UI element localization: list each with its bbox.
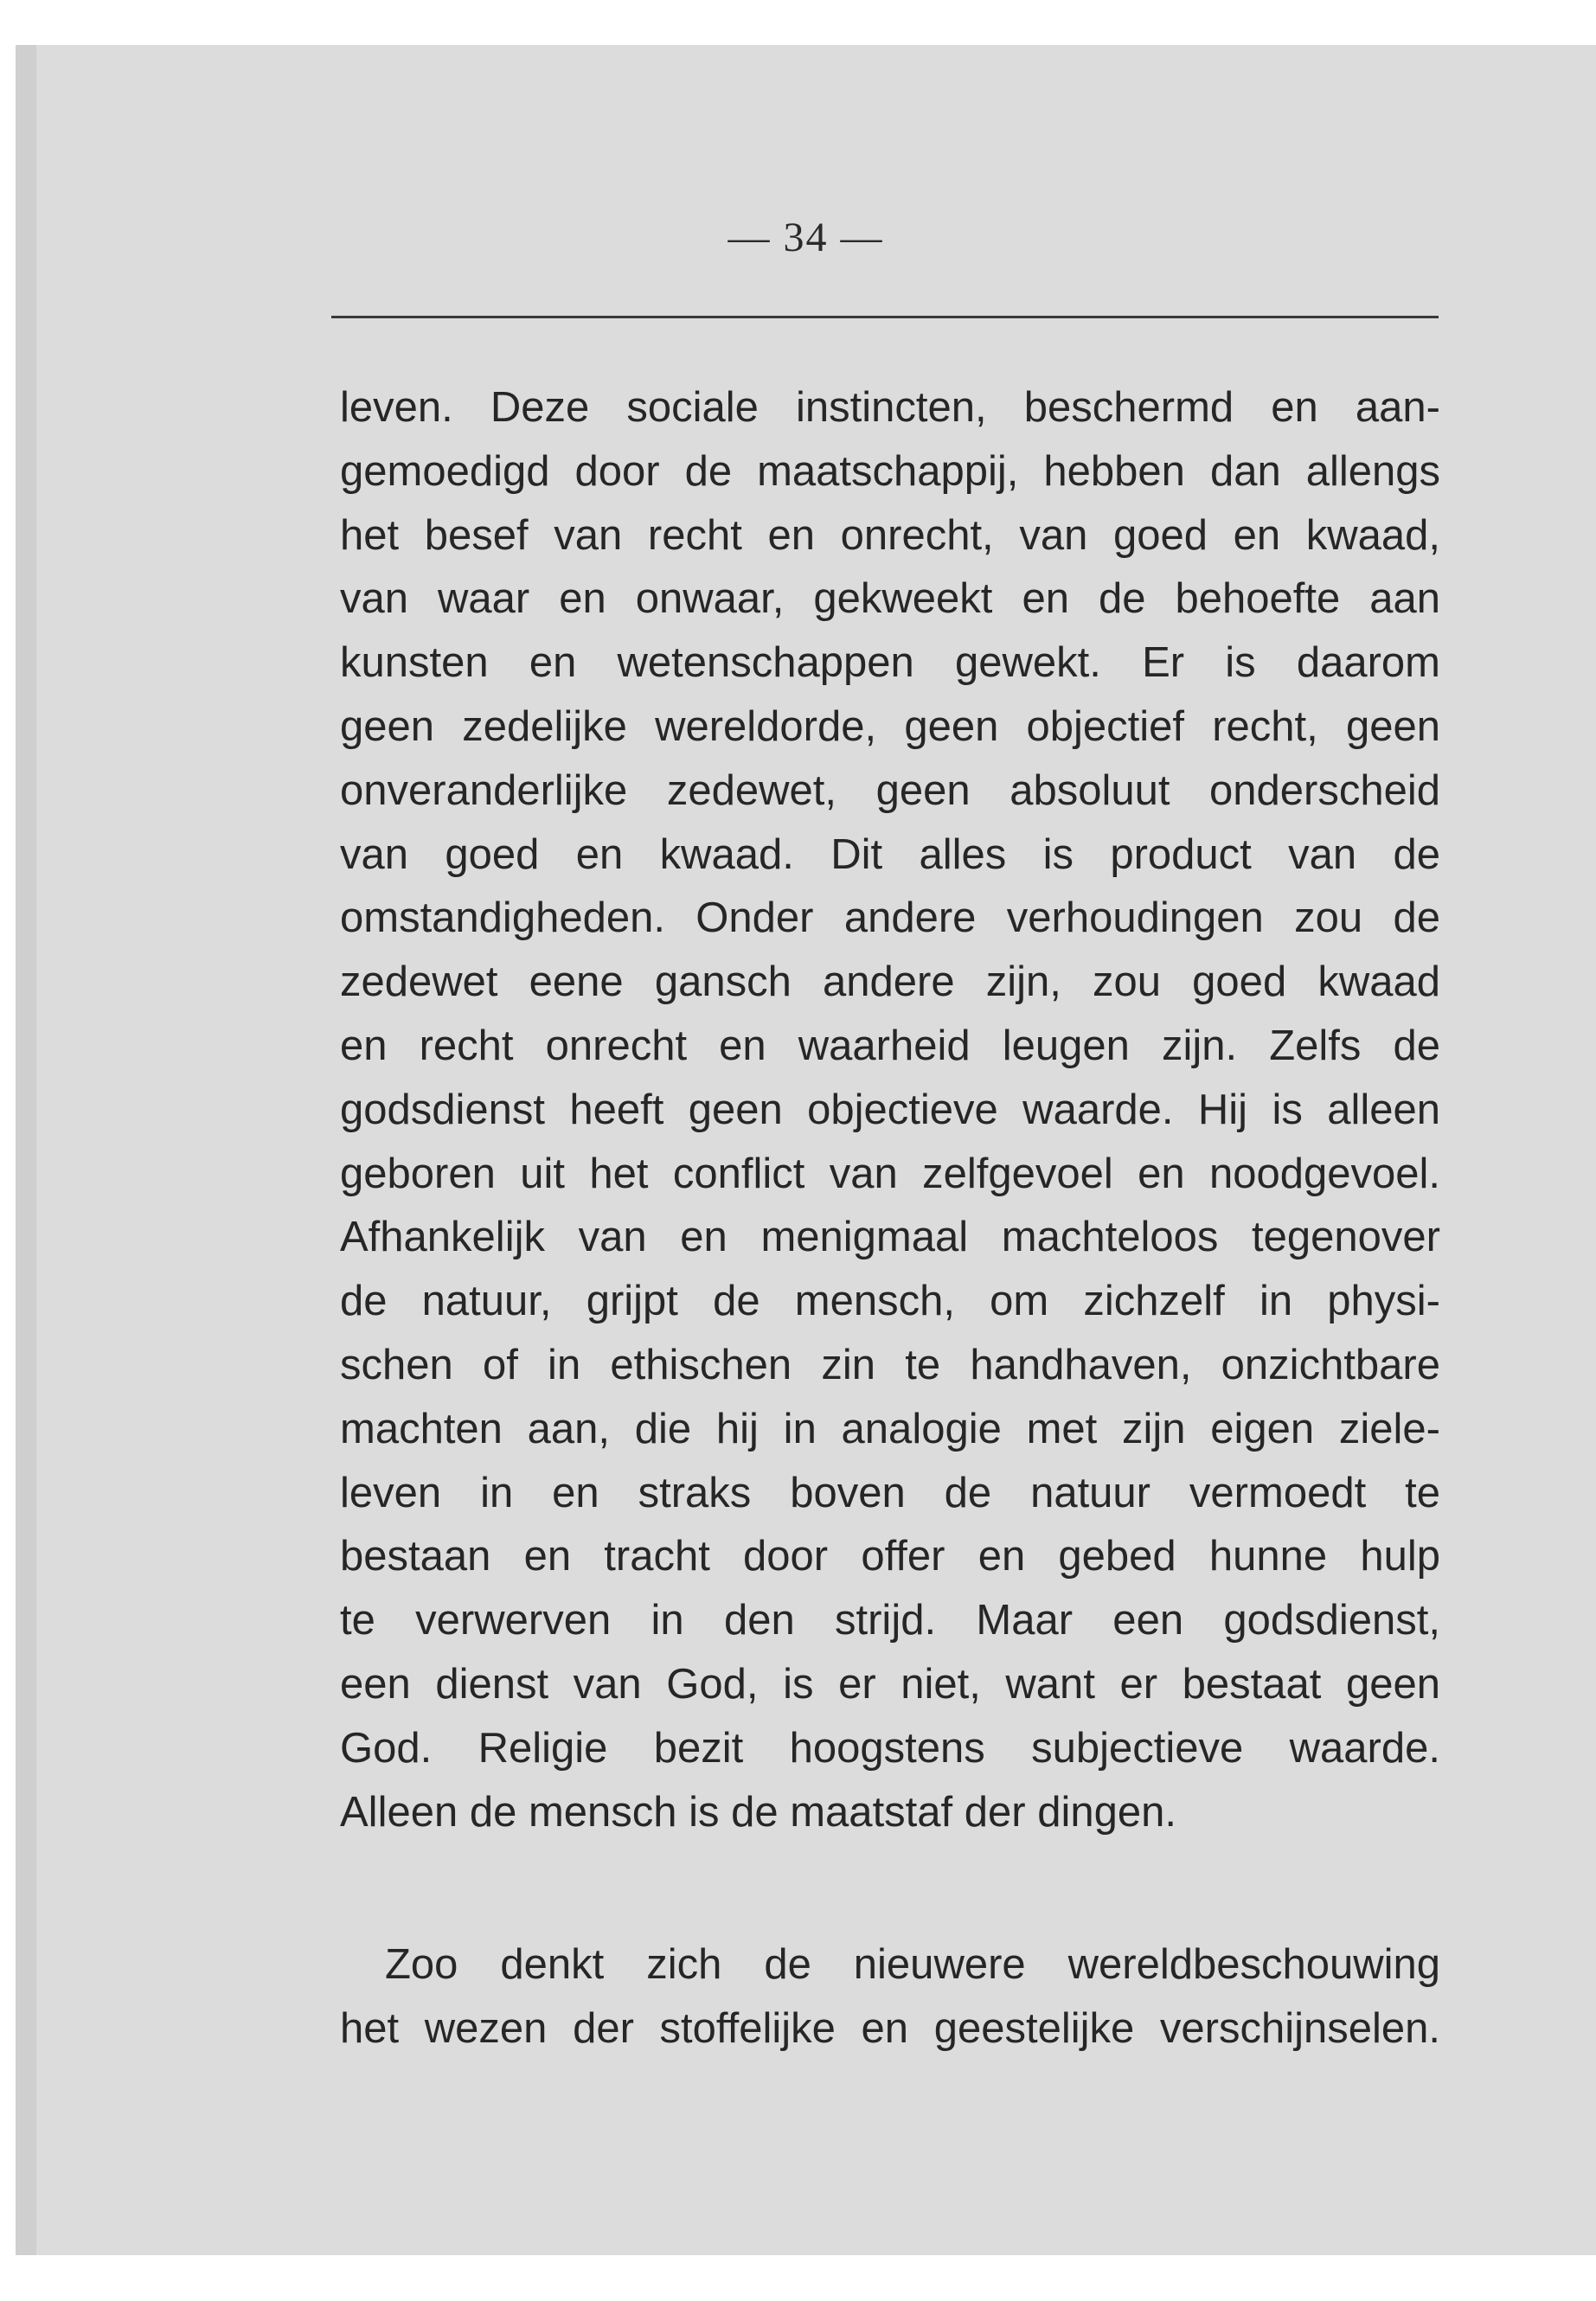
text-line: te verwerven in den strijd. Maar een godsdienst, — [340, 1597, 1440, 1644]
book-page — [16, 45, 1596, 2255]
text-line: het besef van recht en onrecht, van goed en kwaad, — [340, 511, 1440, 559]
text-line: de natuur, grijpt de mensch, om zichzelf in physi- — [340, 1278, 1440, 1325]
text-line: godsdienst heeft geen objectieve waarde. Hij is alleen — [340, 1086, 1440, 1133]
text-line: bestaan en tracht door offer en gebed hunne hulp — [340, 1533, 1440, 1580]
paragraph-1 — [340, 376, 1440, 1844]
text-line: onveranderlijke zedewet, geen absoluut onderscheid — [340, 766, 1440, 814]
text-line: geen zedelijke wereldorde, geen objectief recht, geen — [340, 702, 1440, 750]
text-line: van goed en kwaad. Dit alles is product van de — [340, 830, 1440, 878]
text-line: gemoedigd door de maatschappij, hebben dan allengs — [340, 447, 1440, 495]
text-line: God. Religie bezit hoogstens subjectieve waarde. — [340, 1724, 1440, 1772]
text-line: leven in en straks boven de natuur vermoedt te — [340, 1469, 1440, 1516]
text-line: machten aan, die hij in analogie met zijn eigen ziele- — [340, 1405, 1440, 1452]
text-line: zedewet eene gansch andere zijn, zou goed kwaad — [340, 958, 1440, 1006]
text-line: van waar en onwaar, gekweekt en de behoefte aan — [340, 575, 1440, 623]
page-edge — [16, 45, 36, 2255]
text-line: en recht onrecht en waarheid leugen zijn. Zelfs de — [340, 1022, 1440, 1069]
text-line: geboren uit het conflict van zelfgevoel en noodgevoel. — [340, 1150, 1440, 1197]
text-line: het wezen der stoffelijke en geestelijke verschijnselen. — [340, 2004, 1440, 2052]
text-line: omstandigheden. Onder andere verhoudingen zou de — [340, 894, 1440, 942]
page-number: — 34 — — [727, 215, 884, 260]
text-line: kunsten en wetenschappen gewekt. Er is daarom — [340, 639, 1440, 687]
header-rule — [331, 316, 1439, 318]
paragraph-2 — [340, 1933, 1440, 2061]
text-line: leven. Deze sociale instincten, beschermd en aan- — [340, 384, 1440, 431]
text-line: een dienst van God, is er niet, want er bestaat geen — [340, 1660, 1440, 1708]
text-line: Zoo denkt zich de nieuwere wereldbeschouwing — [385, 1941, 1440, 1988]
text-line: Alleen de mensch is de maatstaf der dingen. — [340, 1788, 1176, 1836]
text-line: Afhankelijk van en menigmaal machteloos tegenover — [340, 1214, 1440, 1261]
text-line: schen of in ethischen zin te handhaven, onzichtbare — [340, 1341, 1440, 1388]
